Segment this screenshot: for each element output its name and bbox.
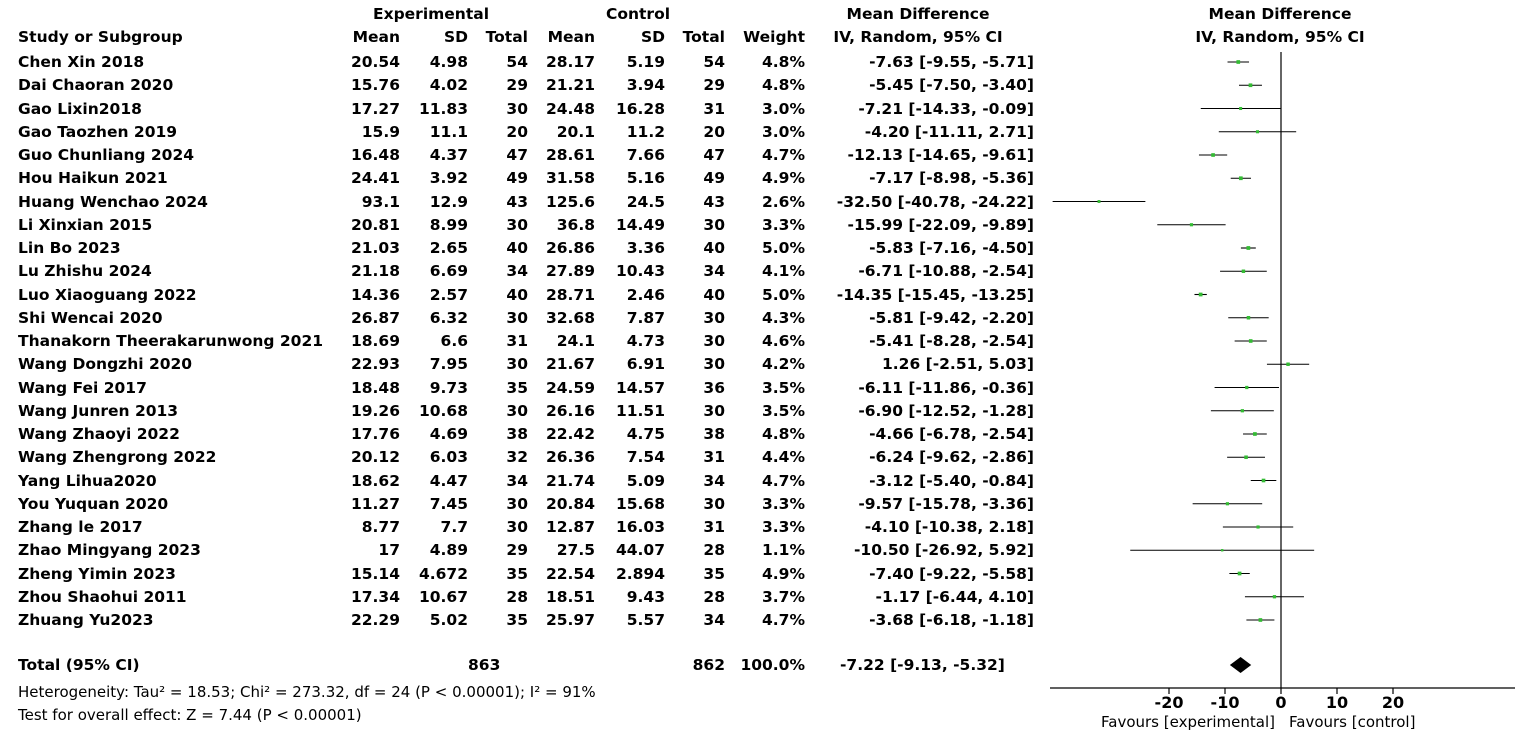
cell-c-total: 47	[703, 146, 725, 164]
cell-c-mean: 26.86	[545, 239, 595, 257]
control-group-header: Control	[605, 5, 671, 23]
cell-name: Zhuang Yu2023	[18, 611, 154, 629]
exp-total-header: Total	[485, 28, 528, 46]
cell-c-mean: 21.67	[545, 355, 595, 374]
cell-ci-text: -4.10 [-10.38, 2.18]	[864, 518, 1034, 536]
cell-c-sd: 15.68	[615, 494, 665, 513]
cell-e-total: 28	[506, 587, 528, 606]
effect-marker	[1259, 618, 1263, 622]
cell-c-sd: 5.09	[626, 471, 665, 490]
cell-name: Wang Zhengrong 2022	[18, 448, 217, 467]
cell-e-mean: 17.34	[350, 587, 400, 606]
cell-c-sd: 9.43	[626, 587, 665, 606]
cell-c-total: 43	[703, 192, 725, 211]
cell-e-total: 30	[506, 308, 528, 327]
cell-c-total: 34	[703, 611, 725, 629]
effect-marker	[1244, 455, 1248, 459]
cell-e-total: 47	[506, 146, 528, 164]
cell-e-mean: 22.29	[350, 611, 400, 629]
cell-ci-text: 1.26 [-2.51, 5.03]	[881, 355, 1034, 374]
cell-c-total: 29	[703, 76, 725, 95]
cell-e-sd: 10.68	[418, 401, 468, 420]
cell-c-sd: 14.57	[615, 378, 665, 397]
cell-e-sd: 12.9	[429, 192, 468, 211]
cell-c-mean: 22.42	[545, 425, 595, 443]
cell-weight: 5.0%	[762, 285, 805, 304]
cell-name: Lin Bo 2023	[18, 239, 121, 257]
cell-c-total: 31	[703, 99, 725, 118]
cell-e-mean: 22.93	[350, 355, 400, 374]
cell-e-total: 32	[506, 448, 528, 467]
effect-marker	[1249, 339, 1253, 343]
cell-c-mean: 27.5	[556, 541, 595, 560]
cell-e-sd: 6.69	[429, 262, 468, 281]
md-plot-method-header: IV, Random, 95% CI	[1195, 28, 1365, 46]
forest-plot-marks	[1050, 52, 1515, 731]
cell-c-sd: 4.75	[626, 425, 665, 443]
cell-e-total: 40	[506, 285, 528, 304]
cell-c-sd: 2.894	[615, 564, 665, 583]
cell-weight: 3.0%	[762, 99, 805, 118]
cell-name: Huang Wenchao 2024	[18, 192, 208, 211]
cell-e-sd: 11.1	[429, 122, 468, 141]
cell-e-sd: 4.98	[429, 53, 468, 71]
cell-name: Gao Taozhen 2019	[18, 122, 178, 141]
effect-marker	[1245, 386, 1248, 389]
effect-marker	[1262, 479, 1266, 483]
cell-e-mean: 18.69	[350, 332, 400, 350]
effect-marker	[1249, 83, 1253, 87]
cell-c-sd: 11.51	[615, 401, 665, 420]
cell-e-total: 30	[506, 99, 528, 118]
cell-ci-text: -7.40 [-9.22, -5.58]	[869, 564, 1034, 583]
cell-e-mean: 20.54	[350, 53, 400, 71]
cell-e-total: 30	[506, 494, 528, 513]
cell-c-mean: 26.16	[545, 401, 595, 420]
cell-c-mean: 36.8	[556, 215, 595, 234]
cell-e-mean: 15.14	[350, 564, 400, 583]
effect-marker	[1226, 502, 1229, 505]
effect-marker	[1247, 316, 1251, 320]
cell-ci-text: -6.24 [-9.62, -2.86]	[869, 448, 1034, 467]
cell-e-mean: 93.1	[361, 192, 400, 211]
ctrl-mean-header: Mean	[547, 28, 595, 46]
cell-e-mean: 8.77	[361, 518, 400, 536]
cell-c-mean: 125.6	[545, 192, 595, 211]
cell-weight: 4.9%	[762, 564, 805, 583]
cell-weight: 2.6%	[762, 192, 805, 211]
cell-ci-text: -32.50 [-40.78, -24.22]	[836, 192, 1034, 211]
x-tick-label: 20	[1381, 693, 1405, 712]
cell-c-mean: 20.1	[556, 122, 595, 141]
cell-weight: 4.6%	[762, 332, 805, 350]
cell-c-total: 30	[703, 494, 725, 513]
cell-e-total: 35	[506, 611, 528, 629]
cell-e-sd: 7.95	[429, 355, 468, 374]
cell-weight: 3.3%	[762, 215, 805, 234]
cell-e-total: 20	[506, 122, 528, 141]
cell-e-sd: 4.69	[429, 425, 468, 443]
effect-marker	[1246, 246, 1250, 250]
cell-c-sd: 5.19	[626, 53, 665, 71]
cell-c-total: 34	[703, 262, 725, 281]
cell-c-sd: 14.49	[615, 215, 665, 234]
cell-e-sd: 6.03	[429, 448, 468, 467]
cell-name: Dai Chaoran 2020	[18, 76, 174, 95]
cell-ci-text: -6.71 [-10.88, -2.54]	[858, 262, 1034, 281]
x-tick-label: 0	[1275, 693, 1287, 712]
md-table-method-header: IV, Random, 95% CI	[833, 28, 1003, 46]
cell-weight: 1.1%	[762, 541, 805, 560]
x-tick-label: -20	[1154, 693, 1184, 712]
cell-e-sd: 7.7	[440, 518, 468, 536]
effect-marker	[1190, 223, 1193, 226]
ctrl-total-header: Total	[682, 28, 725, 46]
weight-header: Weight	[743, 28, 805, 46]
cell-e-total: 35	[506, 564, 528, 583]
cell-c-total: 28	[703, 587, 725, 606]
cell-e-total: 35	[506, 378, 528, 397]
cell-ci-text: -7.17 [-8.98, -5.36]	[869, 169, 1034, 188]
cell-e-total: 43	[506, 192, 528, 211]
md-table-group-header: Mean Difference	[846, 5, 990, 23]
cell-c-mean: 20.84	[545, 494, 595, 513]
x-tick-label: 10	[1325, 693, 1349, 712]
effect-marker	[1199, 293, 1203, 297]
cell-c-total: 54	[703, 53, 725, 71]
cell-c-sd: 6.91	[626, 355, 665, 374]
cell-c-total: 28	[703, 541, 725, 560]
cell-e-sd: 9.73	[429, 378, 468, 397]
cell-name: Zhou Shaohui 2011	[18, 587, 187, 606]
cell-name: Hou Haikun 2021	[18, 169, 168, 188]
md-plot-group-header: Mean Difference	[1208, 5, 1352, 23]
cell-name: Yang Lihua2020	[18, 471, 157, 490]
cell-e-total: 31	[506, 332, 528, 350]
effect-marker	[1256, 130, 1259, 133]
cell-weight: 3.5%	[762, 401, 805, 420]
cell-name: Zhang le 2017	[18, 518, 143, 536]
effect-marker	[1256, 525, 1259, 528]
cell-c-total: 49	[703, 169, 725, 188]
cell-c-total: 20	[703, 122, 725, 141]
cell-ci-text: -6.11 [-11.86, -0.36]	[858, 378, 1034, 397]
cell-name: Wang Zhaoyi 2022	[18, 425, 180, 443]
cell-c-sd: 5.57	[626, 611, 665, 629]
effect-marker	[1221, 549, 1223, 551]
cell-name: Chen Xin 2018	[18, 53, 145, 71]
cell-name: Zheng Yimin 2023	[18, 564, 176, 583]
cell-c-mean: 18.51	[545, 587, 595, 606]
cell-e-total: 34	[506, 471, 528, 490]
cell-name: Wang Junren 2013	[18, 401, 179, 420]
cell-c-total: 30	[703, 308, 725, 327]
cell-ci-text: -5.81 [-9.42, -2.20]	[869, 308, 1034, 327]
cell-name: Lu Zhishu 2024	[18, 262, 152, 281]
cell-e-sd: 7.45	[429, 494, 468, 513]
cell-e-total: 40	[506, 239, 528, 257]
cell-e-mean: 19.26	[350, 401, 400, 420]
effect-marker	[1239, 107, 1242, 110]
favours-control-label: Favours [control]	[1289, 713, 1416, 731]
cell-name: You Yuquan 2020	[18, 494, 169, 513]
cell-weight: 5.0%	[762, 239, 805, 257]
cell-e-sd: 2.65	[429, 239, 468, 257]
cell-name: Guo Chunliang 2024	[18, 146, 195, 164]
cell-e-sd: 6.32	[429, 308, 468, 327]
cell-e-sd: 3.92	[429, 169, 468, 188]
total-weight: 100.0%	[740, 656, 805, 674]
cell-c-sd: 11.2	[626, 122, 665, 141]
cell-weight: 4.7%	[762, 146, 805, 164]
cell-e-total: 49	[506, 169, 528, 188]
x-tick-label: -10	[1210, 693, 1240, 712]
cell-ci-text: -10.50 [-26.92, 5.92]	[853, 541, 1034, 560]
cell-c-sd: 10.43	[615, 262, 665, 281]
cell-c-mean: 12.87	[545, 518, 595, 536]
cell-weight: 3.0%	[762, 122, 805, 141]
cell-weight: 4.3%	[762, 308, 805, 327]
cell-name: Wang Dongzhi 2020	[18, 355, 193, 374]
cell-c-total: 30	[703, 401, 725, 420]
cell-e-mean: 21.03	[350, 239, 400, 257]
cell-c-sd: 16.28	[615, 99, 665, 118]
cell-weight: 4.8%	[762, 53, 805, 71]
cell-name: Gao Lixin2018	[18, 99, 142, 118]
effect-marker	[1238, 572, 1242, 576]
effect-marker	[1242, 270, 1245, 273]
cell-e-mean: 15.9	[361, 122, 400, 141]
cell-c-mean: 25.97	[545, 611, 595, 629]
cell-e-mean: 16.48	[350, 146, 400, 164]
cell-e-mean: 17.76	[350, 425, 400, 443]
cell-c-sd: 7.66	[626, 146, 665, 164]
cell-e-mean: 11.27	[350, 494, 400, 513]
cell-ci-text: -7.21 [-14.33, -0.09]	[858, 99, 1034, 118]
cell-e-sd: 2.57	[429, 285, 468, 304]
cell-e-sd: 4.37	[429, 146, 468, 164]
cell-weight: 4.9%	[762, 169, 805, 188]
cell-ci-text: -5.41 [-8.28, -2.54]	[869, 332, 1034, 350]
heterogeneity-text: Heterogeneity: Tau² = 18.53; Chi² = 273.32, df = 24 (P < 0.00001); I² = 91%	[18, 683, 596, 701]
cell-c-mean: 21.21	[545, 76, 595, 95]
cell-e-sd: 6.6	[440, 332, 468, 350]
cell-ci-text: -12.13 [-14.65, -9.61]	[847, 146, 1034, 164]
cell-e-mean: 17	[378, 541, 400, 560]
exp-mean-header: Mean	[352, 28, 400, 46]
cell-ci-text: -5.83 [-7.16, -4.50]	[869, 239, 1034, 257]
cell-e-sd: 11.83	[418, 99, 468, 118]
cell-e-total: 38	[506, 425, 528, 443]
cell-c-total: 30	[703, 355, 725, 374]
cell-e-mean: 20.81	[350, 215, 400, 234]
cell-e-mean: 18.62	[350, 471, 400, 490]
cell-weight: 3.3%	[762, 494, 805, 513]
cell-c-sd: 3.36	[626, 239, 665, 257]
cell-e-total: 30	[506, 401, 528, 420]
total-label: Total (95% CI)	[18, 656, 140, 674]
ctrl-sd-header: SD	[640, 28, 665, 46]
cell-ci-text: -4.66 [-6.78, -2.54]	[869, 425, 1034, 443]
cell-c-mean: 32.68	[545, 308, 595, 327]
cell-weight: 3.5%	[762, 378, 805, 397]
cell-c-mean: 28.71	[545, 285, 595, 304]
cell-c-mean: 28.17	[545, 53, 595, 71]
cell-ci-text: -14.35 [-15.45, -13.25]	[836, 285, 1034, 304]
cell-ci-text: -3.12 [-5.40, -0.84]	[869, 471, 1034, 490]
cell-weight: 4.2%	[762, 355, 805, 374]
cell-c-total: 40	[703, 285, 725, 304]
cell-e-total: 30	[506, 355, 528, 374]
cell-weight: 3.3%	[762, 518, 805, 536]
pooled-diamond	[1230, 657, 1251, 673]
cell-ci-text: -3.68 [-6.18, -1.18]	[869, 611, 1034, 629]
cell-c-total: 31	[703, 448, 725, 467]
cell-c-mean: 24.59	[545, 378, 595, 397]
cell-c-total: 35	[703, 564, 725, 583]
cell-e-mean: 14.36	[350, 285, 400, 304]
cell-c-mean: 24.48	[545, 99, 595, 118]
cell-e-sd: 4.89	[429, 541, 468, 560]
cell-c-total: 31	[703, 518, 725, 536]
cell-c-sd: 7.87	[626, 308, 665, 327]
cell-e-total: 34	[506, 262, 528, 281]
effect-marker	[1236, 60, 1240, 64]
cell-e-mean: 17.27	[350, 99, 400, 118]
cell-c-mean: 22.54	[545, 564, 595, 583]
cell-e-sd: 8.99	[429, 215, 468, 234]
cell-c-sd: 4.73	[626, 332, 665, 350]
cell-name: Shi Wencai 2020	[18, 308, 163, 327]
effect-marker	[1239, 176, 1243, 180]
cell-ci-text: -4.20 [-11.11, 2.71]	[864, 122, 1034, 141]
cell-name: Zhao Mingyang 2023	[18, 541, 201, 560]
cell-c-total: 40	[703, 239, 725, 257]
study-column-header: Study or Subgroup	[18, 28, 183, 46]
cell-c-sd: 5.16	[626, 169, 665, 188]
cell-e-sd: 5.02	[429, 611, 468, 629]
cell-weight: 3.7%	[762, 587, 805, 606]
effect-marker	[1098, 200, 1101, 203]
total-ci: -7.22 [-9.13, -5.32]	[840, 656, 1005, 674]
cell-weight: 4.7%	[762, 471, 805, 490]
cell-weight: 4.8%	[762, 76, 805, 95]
cell-e-total: 54	[506, 53, 528, 71]
cell-c-sd: 7.54	[626, 448, 665, 467]
cell-name: Wang Fei 2017	[18, 378, 147, 397]
total-exp-n: 863	[468, 656, 501, 674]
cell-c-sd: 2.46	[626, 285, 665, 304]
exp-sd-header: SD	[443, 28, 468, 46]
overall-effect-text: Test for overall effect: Z = 7.44 (P < 0.00001)	[18, 706, 362, 724]
cell-c-mean: 27.89	[545, 262, 595, 281]
cell-c-total: 34	[703, 471, 725, 490]
cell-name: Thanakorn Theerakarunwong 2021	[18, 332, 324, 350]
cell-e-total: 29	[506, 76, 528, 95]
cell-ci-text: -15.99 [-22.09, -9.89]	[847, 215, 1034, 234]
total-ctrl-n: 862	[692, 656, 725, 674]
effect-marker	[1273, 595, 1276, 598]
cell-e-sd: 10.67	[418, 587, 468, 606]
cell-weight: 4.7%	[762, 611, 805, 629]
cell-e-sd: 4.02	[429, 76, 468, 95]
cell-e-sd: 4.672	[418, 564, 468, 583]
experimental-group-header: Experimental	[372, 5, 490, 23]
cell-ci-text: -1.17 [-6.44, 4.10]	[875, 587, 1034, 606]
cell-c-sd: 44.07	[615, 541, 665, 560]
cell-e-total: 29	[506, 541, 528, 560]
cell-ci-text: -6.90 [-12.52, -1.28]	[858, 401, 1034, 420]
cell-c-mean: 21.74	[545, 471, 595, 490]
cell-c-sd: 16.03	[615, 518, 665, 536]
cell-c-mean: 26.36	[545, 448, 595, 467]
cell-weight: 4.8%	[762, 425, 805, 443]
cell-c-mean: 28.61	[545, 146, 595, 164]
cell-ci-text: -7.63 [-9.55, -5.71]	[869, 53, 1034, 71]
effect-marker	[1253, 432, 1257, 436]
cell-e-mean: 20.12	[350, 448, 400, 467]
cell-c-mean: 24.1	[556, 332, 595, 350]
cell-e-mean: 21.18	[350, 262, 400, 281]
effect-marker	[1241, 409, 1244, 412]
cell-c-sd: 24.5	[626, 192, 665, 211]
cell-name: Luo Xiaoguang 2022	[18, 285, 197, 304]
cell-weight: 4.1%	[762, 262, 805, 281]
cell-name: Li Xinxian 2015	[18, 215, 153, 234]
cell-c-total: 30	[703, 215, 725, 234]
cell-e-mean: 24.41	[350, 169, 400, 188]
cell-e-mean: 26.87	[350, 308, 400, 327]
cell-ci-text: -9.57 [-15.78, -3.36]	[858, 494, 1034, 513]
favours-experimental-label: Favours [experimental]	[1101, 713, 1275, 731]
cell-c-total: 38	[703, 425, 725, 443]
effect-marker	[1211, 153, 1215, 157]
effect-marker	[1286, 363, 1289, 366]
cell-e-total: 30	[506, 518, 528, 536]
cell-weight: 4.4%	[762, 448, 805, 467]
cell-c-mean: 31.58	[545, 169, 595, 188]
cell-c-total: 30	[703, 332, 725, 350]
cell-ci-text: -5.45 [-7.50, -3.40]	[869, 76, 1034, 95]
cell-c-sd: 3.94	[626, 76, 665, 95]
cell-c-total: 36	[703, 378, 725, 397]
cell-e-total: 30	[506, 215, 528, 234]
cell-e-mean: 18.48	[350, 378, 400, 397]
cell-e-mean: 15.76	[350, 76, 400, 95]
cell-e-sd: 4.47	[429, 471, 468, 490]
